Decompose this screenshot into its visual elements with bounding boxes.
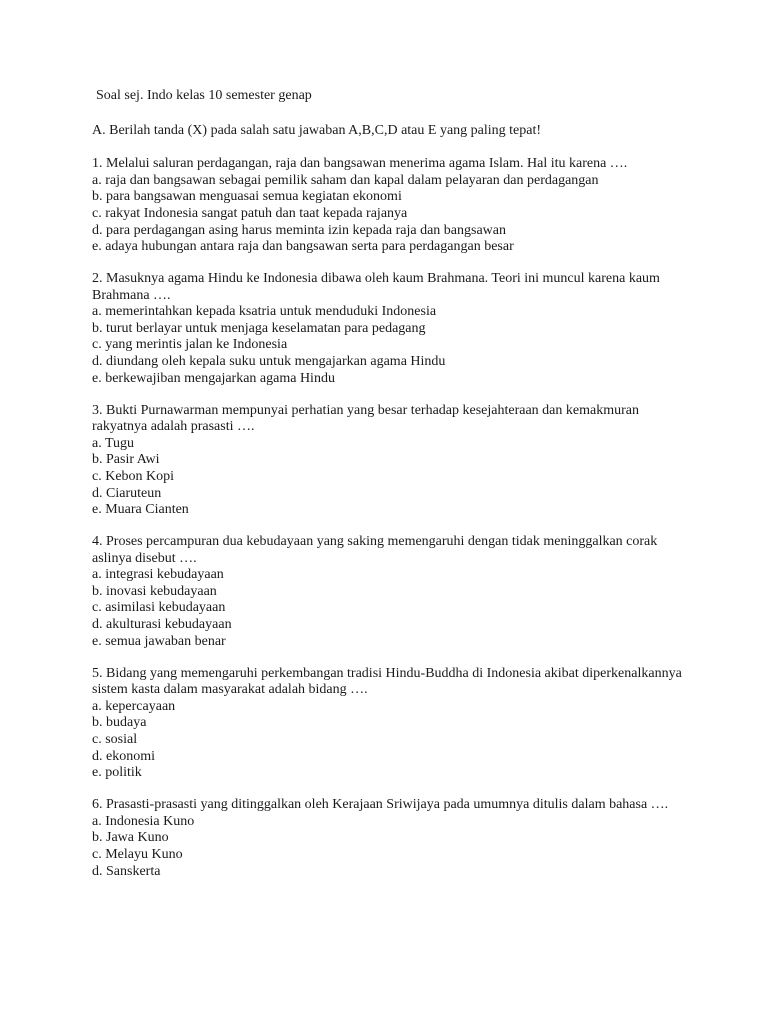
question-2 (92, 271, 692, 388)
answer-option: c. Melayu Kuno (92, 846, 183, 862)
answer-option: b. inovasi kebudayaan (92, 583, 217, 599)
answer-option: c. rakyat Indonesia sangat patuh dan taat kepada rajanya (92, 205, 408, 221)
answer-option: d. Ciaruteun (92, 485, 162, 501)
answer-option: d. diundang oleh kepala suku untuk mengajarkan agama Hindu (92, 354, 446, 370)
question-list (92, 156, 692, 880)
answer-option: a. Indonesia Kuno (92, 813, 195, 829)
answer-option: e. semua jawaban benar (92, 633, 226, 649)
answer-option: b. turut berlayar untuk menjaga keselamatan para pedagang (92, 320, 426, 336)
answer-option: e. politik (92, 765, 142, 781)
answer-option: a. raja dan bangsawan sebagai pemilik saham dan kapal dalam pelayaran dan perdagangan (92, 172, 599, 188)
question-text: 4. Proses percampuran dua kebudayaan yang saking memengaruhi dengan tidak meninggalkan corak aslinya disebut …. (92, 534, 658, 566)
answer-option: c. sosial (92, 731, 138, 747)
answer-option: e. adaya hubungan antara raja dan bangsawan serta para perdagangan besar (92, 239, 514, 255)
answer-option: b. budaya (92, 715, 147, 731)
answer-option: a. integrasi kebudayaan (92, 567, 224, 583)
question-text: 2. Masuknya agama Hindu ke Indonesia dibawa oleh kaum Brahmana. Teori ini muncul karena kaum Brahmana …. (92, 271, 660, 303)
question-3 (92, 403, 692, 520)
answer-option: b. Jawa Kuno (92, 830, 169, 846)
answer-option: a. Tugu (92, 435, 135, 451)
answer-option: c. Kebon Kopi (92, 468, 175, 484)
answer-option: e. berkewajiban mengajarkan agama Hindu (92, 370, 335, 386)
answer-option: c. yang merintis jalan ke Indonesia (92, 337, 288, 353)
answer-option: a. memerintahkan kepada ksatria untuk menduduki Indonesia (92, 304, 437, 320)
question-5 (92, 666, 692, 783)
answer-option: b. para bangsawan menguasai semua kegiatan ekonomi (92, 189, 402, 205)
answer-option: d. Sanskerta (92, 863, 161, 879)
question-text: 3. Bukti Purnawarman mempunyai perhatian yang besar terhadap kesejahteraan dan kemakmuran rakyatnya adalah prasasti …. (92, 402, 639, 435)
document-title: Soal sej. Indo kelas 10 semester genap (96, 88, 312, 103)
question-text: 5. Bidang yang memengaruhi perkembangan tradisi Hindu-Buddha di Indonesia akibat diperkenalkannya sistem kasta dalam masyarakat adalah bidang …. (92, 665, 682, 698)
answer-option: e. Muara Cianten (92, 502, 189, 518)
question-text: 6. Prasasti-prasasti yang ditinggalkan oleh Kerajaan Sriwijaya pada umumnya ditulis dalam bahasa …. (92, 797, 669, 813)
answer-option: d. para perdagangan asing harus meminta izin kepada raja dan bangsawan (92, 222, 506, 238)
answer-option: c. asimilasi kebudayaan (92, 600, 226, 616)
document-page (92, 86, 692, 880)
question-6 (92, 797, 692, 880)
answer-option: d. akulturasi kebudayaan (92, 617, 232, 633)
answer-option: d. ekonomi (92, 748, 155, 764)
answer-option: b. Pasir Awi (92, 452, 160, 468)
question-text: 1. Melalui saluran perdagangan, raja dan bangsawan menerima agama Islam. Hal itu karena …. (92, 156, 628, 171)
instruction-text: A. Berilah tanda (X) pada salah satu jawaban A,B,C,D atau E yang paling tepat! (92, 123, 542, 138)
answer-option: a. kepercayaan (92, 698, 176, 714)
question-4 (92, 534, 692, 651)
question-1 (92, 156, 692, 256)
